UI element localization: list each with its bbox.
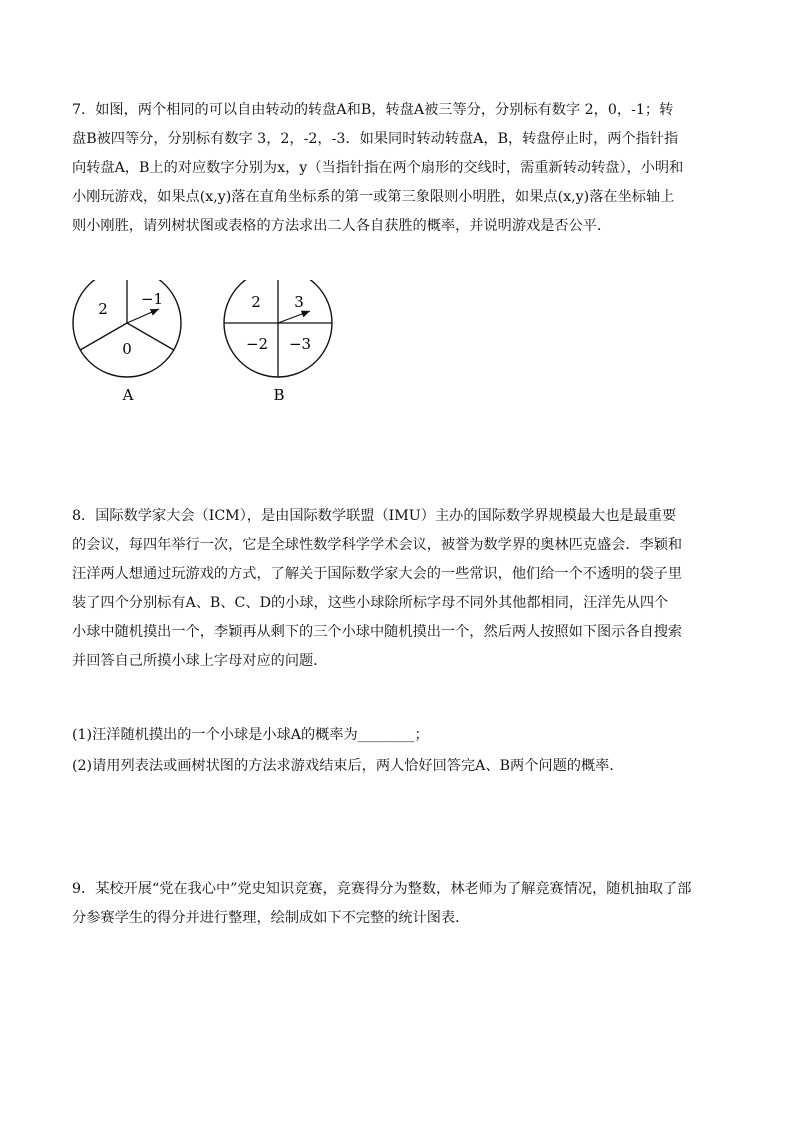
- question-8: [72, 502, 683, 676]
- q7-line-1: 7．如图，两个相同的可以自由转动的转盘A和B，转盘A被三等分，分别标有数字 2，0，-1；转: [72, 102, 674, 118]
- spinner-figure: [70, 280, 340, 410]
- q7-line-4: 小刚玩游戏，如果点(x,y)落在直角坐标系的第一或第三象限则小明胜，如果点(x,y)落在坐标轴上: [72, 189, 675, 205]
- q7-line-5: 则小刚胜，请列树状图或表格的方法求出二人各自获胜的概率，并说明游戏是否公平．: [72, 218, 612, 234]
- spinner-b-sector-neg2: −2: [245, 335, 269, 353]
- q9-line-2: 分参赛学生的得分并进行整理，绘制成如下不完整的统计图表．: [72, 910, 470, 926]
- question-9: [72, 875, 692, 933]
- spinner-a-label: A: [122, 386, 134, 404]
- q8-sub1-text: (1)汪洋随机摸出的一个小球是小球A的概率为________；: [72, 727, 429, 743]
- spinner-a-sector-neg1: −1: [140, 290, 164, 308]
- q7-line-3: 向转盘A，B上的对应数字分别为x，y（当指针指在两个扇形的交线时，需重新转动转盘），小明和: [72, 160, 684, 176]
- spinner-a-sector-2: 2: [98, 300, 108, 318]
- q8-sub2-text: (2)请用列表法或画树状图的方法求游戏结束后，两人恰好回答完A、B两个问题的概率．: [72, 758, 624, 774]
- spinner-a-sector-0: 0: [122, 340, 132, 358]
- q8-subquestion-2: [72, 752, 624, 781]
- q8-line-3: 汪洋两人想通过玩游戏的方式，了解关于国际数学家大会的一些常识，他们给一个不透明的袋子里: [72, 566, 683, 582]
- q8-line-1: 8．国际数学家大会（ICM），是由国际数学联盟（IMU）主办的国际数学界规模最大也是最重要: [72, 508, 677, 524]
- q8-line-2: 的会议，每四年举行一次，它是全球性数学科学学术会议，被誉为数学界的奥林匹克盛会．李颖和: [72, 537, 683, 553]
- spinner-b: [224, 280, 332, 404]
- spinner-b-sector-2: 2: [251, 293, 261, 311]
- question-7: [72, 96, 684, 241]
- pointer-a: [127, 309, 159, 323]
- q8-line-5: 小球中随机摸出一个，李颖再从剩下的三个小球中随机摸出一个，然后两人按照如下图示各自搜索: [72, 624, 683, 640]
- pointer-b: [278, 311, 310, 323]
- spinner-diagram: [70, 280, 340, 410]
- spinner-b-label: B: [273, 386, 285, 404]
- q8-line-6: 并回答自己所摸小球上字母对应的问题．: [72, 653, 328, 669]
- q8-line-4: 装了四个分别标有A、B、C、D的小球，这些小球除所标字母不同外其他都相同，汪洋先从四个: [72, 595, 669, 611]
- spinner-a: [73, 280, 181, 404]
- spinner-b-sector-neg3: −3: [288, 335, 312, 353]
- q8-subquestion-1: [72, 721, 429, 750]
- q7-line-2: 盘B被四等分，分别标有数字 3，2，-2，-3．如果同时转动转盘A，B，转盘停止时，两个指针指: [72, 131, 679, 147]
- spinner-b-sector-3: 3: [294, 293, 304, 311]
- q9-line-1: 9．某校开展“党在我心中”党史知识竞赛，竞赛得分为整数，林老师为了解竞赛情况，随机抽取了部: [72, 881, 692, 897]
